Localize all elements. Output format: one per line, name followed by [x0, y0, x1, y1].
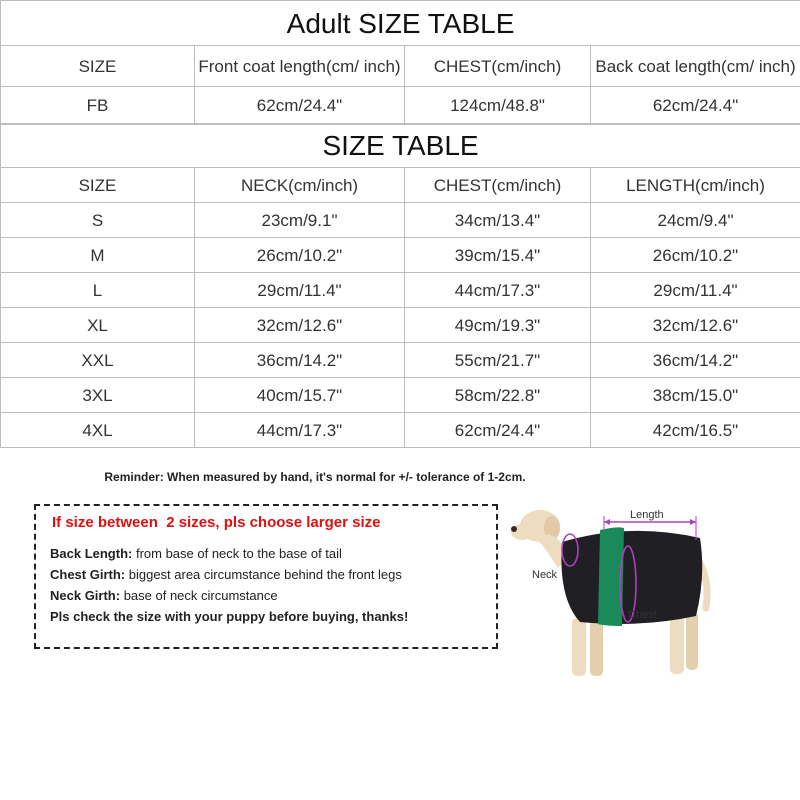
dog-in-coat-illustration	[510, 498, 715, 688]
size-table-title: SIZE TABLE	[1, 124, 800, 168]
table-row	[1, 203, 800, 238]
table-cell: 36cm/14.2"	[591, 343, 800, 378]
sizing-advice-title: If size between 2 sizes, pls choose larger size	[52, 514, 381, 531]
tolerance-reminder: Reminder: When measured by hand, it's normal for +/- tolerance of 1-2cm.	[104, 470, 526, 484]
table-cell: 38cm/15.0"	[591, 378, 800, 413]
size-cell: FB	[1, 87, 195, 125]
table-cell: 24cm/9.4"	[591, 203, 800, 238]
table-cell: 29cm/11.4"	[591, 273, 800, 308]
header-cell: Back coat length(cm/ inch)	[591, 46, 800, 87]
table-row	[1, 273, 800, 308]
adult-table-header-row	[1, 46, 800, 87]
table-cell: 58cm/22.8"	[405, 378, 591, 413]
table-cell: 36cm/14.2"	[195, 343, 405, 378]
table-cell: 26cm/10.2"	[195, 238, 405, 273]
front-leg	[590, 620, 603, 676]
table-cell: 124cm/48.8"	[405, 87, 591, 125]
table-cell: 39cm/15.4"	[405, 238, 591, 273]
table-row	[1, 308, 800, 343]
table-cell: 62cm/24.4"	[195, 87, 405, 125]
header-cell: CHEST(cm/inch)	[405, 168, 591, 203]
size-cell: XXL	[1, 343, 195, 378]
note-text: biggest area circumstance behind the front legs	[125, 567, 402, 582]
length-arrow-left	[604, 519, 610, 525]
table-cell: 62cm/24.4"	[591, 87, 800, 125]
size-cell: 3XL	[1, 378, 195, 413]
table-cell: 44cm/17.3"	[405, 273, 591, 308]
table-cell: 40cm/15.7"	[195, 378, 405, 413]
table-cell: 26cm/10.2"	[591, 238, 800, 273]
length-arrow-right	[690, 519, 696, 525]
note-label: Back Length:	[50, 546, 133, 561]
back-leg	[686, 612, 698, 670]
length-label: Length	[630, 509, 664, 521]
neck-label: Neck	[532, 569, 558, 581]
check-size-note: Pls check the size with your puppy before buying, thanks!	[50, 609, 409, 624]
back-length-note	[50, 546, 342, 561]
size-cell: L	[1, 273, 195, 308]
header-cell: Front coat length(cm/ inch)	[195, 46, 405, 87]
back-leg	[670, 614, 684, 674]
size-table-header-row	[1, 168, 800, 203]
table-row	[1, 343, 800, 378]
table-cell: 29cm/11.4"	[195, 273, 405, 308]
table-cell: 49cm/19.3"	[405, 308, 591, 343]
table-row	[1, 378, 800, 413]
table-cell: 44cm/17.3"	[195, 413, 405, 448]
note-label: Chest Girth:	[50, 567, 126, 582]
chest-girth-note	[50, 567, 402, 582]
header-cell: LENGTH(cm/inch)	[591, 168, 800, 203]
table-row	[1, 413, 800, 448]
neck-girth-note	[50, 588, 278, 603]
dog-measurement-diagram	[510, 498, 715, 688]
dog-nose	[511, 526, 517, 532]
table-cell: 42cm/16.5"	[591, 413, 800, 448]
size-cell: 4XL	[1, 413, 195, 448]
size-cell: XL	[1, 308, 195, 343]
table-cell: 34cm/13.4"	[405, 203, 591, 238]
table-cell: 62cm/24.4"	[405, 413, 591, 448]
header-cell: SIZE	[1, 168, 195, 203]
header-cell: SIZE	[1, 46, 195, 87]
header-cell: NECK(cm/inch)	[195, 168, 405, 203]
size-table	[0, 123, 800, 448]
size-cell: M	[1, 238, 195, 273]
chest-label: Chest	[628, 609, 657, 621]
table-cell: 23cm/9.1"	[195, 203, 405, 238]
table-cell: 55cm/21.7"	[405, 343, 591, 378]
adult-table-title: Adult SIZE TABLE	[1, 1, 800, 46]
table-cell: 32cm/12.6"	[195, 308, 405, 343]
size-cell: S	[1, 203, 195, 238]
front-leg	[572, 618, 586, 676]
note-text: from base of neck to the base of tail	[132, 546, 342, 561]
note-label: Neck Girth:	[50, 588, 121, 603]
adult-size-table	[0, 0, 800, 125]
table-row	[1, 87, 800, 125]
table-cell: 32cm/12.6"	[591, 308, 800, 343]
sizing-notes-box	[34, 504, 498, 649]
note-text: base of neck circumstance	[120, 588, 278, 603]
table-row	[1, 238, 800, 273]
header-cell: CHEST(cm/inch)	[405, 46, 591, 87]
